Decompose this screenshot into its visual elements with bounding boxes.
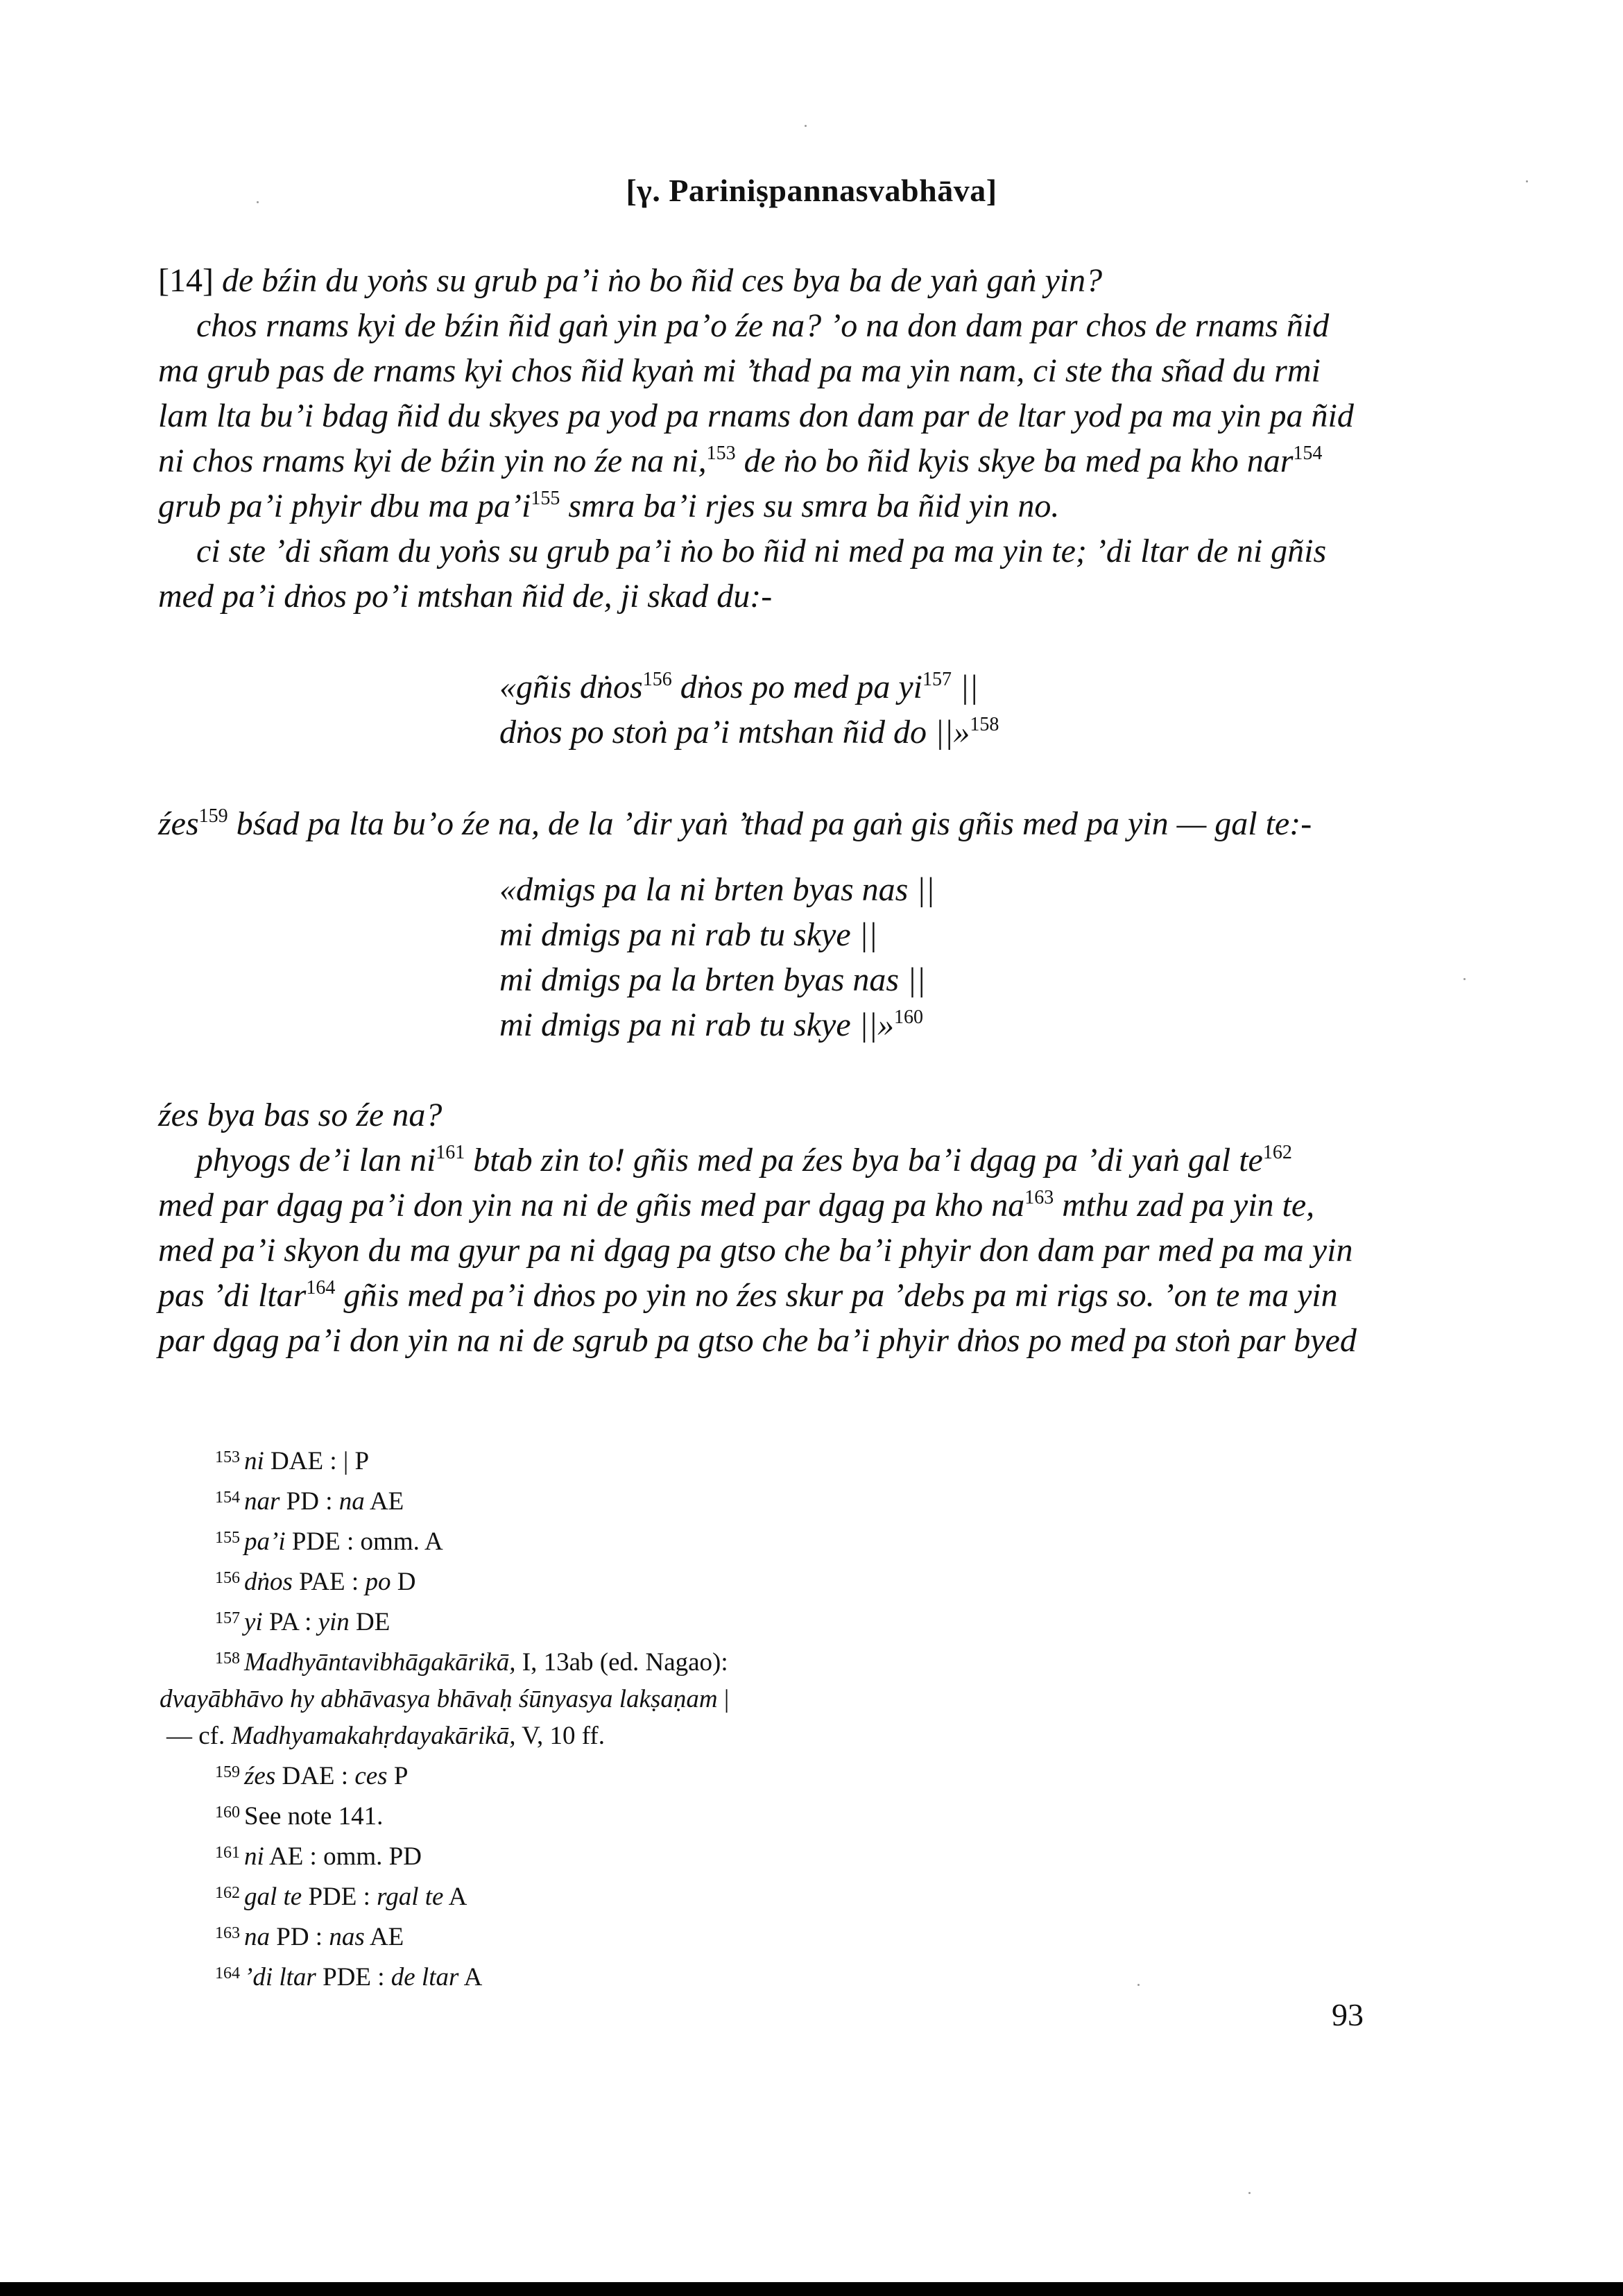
footnote-term: rgal te	[377, 1883, 444, 1911]
text-line: par dgag pa’i don yin na ni de sgrub pa gtso che ba’i phyir dṅos po med pa stoṅ par byed	[158, 1322, 1357, 1359]
note-ref-154: 154	[1293, 443, 1323, 464]
footnote-text: PD :	[270, 1923, 329, 1951]
footnote-text: DAE : | P	[264, 1447, 370, 1475]
text-line: btab zin to! gñis med pa źes bya ba’i dgag pa ’di yaṅ gal te	[465, 1142, 1263, 1179]
text-line: źes	[158, 805, 199, 842]
verse-line: mi dmigs pa ni rab tu skye ||	[499, 916, 878, 953]
footnote-term: na	[338, 1487, 365, 1516]
note-ref-155: 155	[531, 488, 560, 509]
paragraph-14	[158, 258, 1379, 619]
footnote-text: A	[443, 1883, 467, 1911]
footnote-term: ni	[244, 1447, 264, 1475]
verse-line: mi dmigs pa la brten byas nas ||	[499, 961, 926, 998]
scan-speck	[1463, 978, 1466, 980]
verse-line: «gñis dṅos	[499, 669, 643, 705]
footnote	[215, 1754, 978, 1794]
footnote-term: nar	[244, 1487, 280, 1516]
note-ref-161: 161	[436, 1142, 465, 1163]
footnote-term: yin	[318, 1608, 350, 1636]
footnote-term: dṅos	[244, 1568, 293, 1596]
footnote-text: PAE :	[292, 1568, 366, 1596]
footnote-term: źes	[244, 1762, 276, 1790]
footnote-text: D	[390, 1568, 416, 1596]
note-ref-157: 157	[922, 669, 952, 690]
footnote-text: PDE :	[302, 1883, 377, 1911]
text-line: de bźin du yoṅs su grub pa’i ṅo bo ñid ces bya ba de yaṅ gaṅ yin?	[213, 262, 1103, 299]
footnote-term: ces	[354, 1762, 388, 1790]
text-line: med par dgag pa’i don yin na ni de gñis med par dgag pa kho na	[158, 1187, 1025, 1224]
footnote-number: 159	[215, 1763, 240, 1781]
footnote-text: I, 13ab (ed. Nagao):	[515, 1648, 728, 1677]
paragraph-continuation	[158, 801, 1379, 846]
text-line: grub pa’i phyir dbu ma pa’i	[158, 488, 531, 524]
footnote-number: 154	[215, 1489, 240, 1507]
note-ref-162: 162	[1262, 1142, 1292, 1163]
text-line: de ṅo bo ñid kyis skye ba med pa kho nar	[735, 443, 1294, 479]
footnote	[215, 1520, 978, 1560]
scan-speck	[1526, 180, 1528, 182]
text-line: bśad pa lta bu’o źe na, de la ’dir yaṅ ’thad pa gaṅ gis gñis med pa yin — gal te:-	[227, 805, 1312, 842]
scan-speck	[805, 125, 807, 127]
scan-bottom-edge	[0, 2282, 1623, 2296]
footnote-term: Madhyāntavibhāgakārikā,	[244, 1648, 516, 1677]
footnote-text: See note 141.	[244, 1802, 384, 1831]
footnote-text: V, 10 ff.	[515, 1722, 605, 1750]
footnote-text: DE	[349, 1608, 390, 1636]
page-number: 93	[1332, 1997, 1364, 2032]
footnote-text: |	[717, 1685, 730, 1713]
scan-speck	[1137, 1984, 1140, 1986]
footnotes	[160, 1439, 978, 1996]
footnote	[215, 1794, 978, 1835]
footnote-number: 156	[215, 1569, 240, 1587]
footnote	[215, 1600, 978, 1640]
note-ref-159: 159	[198, 805, 228, 827]
footnote-number: 161	[215, 1844, 240, 1862]
footnote-term: na	[244, 1923, 270, 1951]
verse-line: ||	[952, 669, 979, 705]
footnote-text: PDE : omm. A	[285, 1527, 443, 1556]
text-line: gñis med pa’i dṅos po yin no źes skur pa ’debs pa mi rigs so. ’on te ma yin	[335, 1277, 1338, 1314]
footnote-text: PA :	[262, 1608, 318, 1636]
footnote-term: yi	[244, 1608, 263, 1636]
paragraph-number: [14]	[158, 262, 214, 299]
text-line: smra ba’i rjes su smra ba ñid yin no.	[560, 488, 1060, 524]
footnote-text: AE : omm. PD	[264, 1842, 422, 1871]
footnote-term: gal te	[244, 1883, 302, 1911]
section-heading: [γ. Pariniṣpannasvabhāva]	[626, 173, 997, 208]
verse-line: dṅos po med pa yi	[671, 669, 922, 705]
footnote	[215, 1875, 978, 1915]
footnote-term: ’di ltar	[244, 1963, 316, 1991]
note-ref-163: 163	[1024, 1187, 1054, 1208]
paragraph-reply	[158, 1093, 1379, 1363]
footnote-text: PDE :	[316, 1963, 391, 1991]
footnote-number: 158	[215, 1650, 240, 1668]
footnote	[215, 1955, 978, 1996]
footnote-text: DAE :	[275, 1762, 355, 1790]
footnote	[166, 1717, 978, 1754]
text-line: chos rnams kyi de bźin ñid gaṅ yin pa’o źe na? ’o na don dam par chos de rnams ñid	[196, 307, 1330, 344]
scan-speck	[257, 201, 259, 203]
verse-quote-1	[499, 665, 999, 755]
note-ref-164: 164	[306, 1277, 336, 1299]
footnote-term: ni	[244, 1842, 264, 1871]
text-line: źes bya bas so źe na?	[158, 1097, 443, 1133]
footnote-text: AE	[364, 1487, 404, 1516]
footnote	[215, 1439, 978, 1480]
text-line: phyogs de’i lan ni	[196, 1142, 436, 1179]
footnote-term: dvayābhāvo hy abhāvasya bhāvaḥ śūnyasya lakṣaṇam	[160, 1685, 718, 1713]
footnote-text: — cf.	[166, 1722, 232, 1750]
note-ref-160: 160	[894, 1006, 924, 1028]
footnote-number: 160	[215, 1804, 240, 1822]
scan-speck	[1248, 2192, 1251, 2194]
footnote	[215, 1480, 978, 1520]
footnote-term: nas	[329, 1923, 365, 1951]
footnote-term: de ltar	[390, 1963, 459, 1991]
footnote	[160, 1681, 978, 1717]
footnote-text: P	[387, 1762, 409, 1790]
verse-line: dṅos po stoṅ pa’i mtshan ñid do ||»	[499, 714, 970, 751]
footnote-number: 153	[215, 1448, 240, 1466]
footnote-text: A	[458, 1963, 483, 1991]
footnote-number: 164	[215, 1964, 240, 1982]
note-ref-156: 156	[642, 669, 672, 690]
footnote	[215, 1835, 978, 1875]
verse-line: «dmigs pa la ni brten byas nas ||	[499, 871, 935, 908]
text-line: ma grub pas de rnams kyi chos ñid kyaṅ mi ’thad pa ma yin nam, ci ste tha sñad du rmi	[158, 352, 1321, 389]
footnote-number: 163	[215, 1924, 240, 1942]
footnote-term: po	[365, 1568, 391, 1596]
footnote-term: pa’i	[244, 1527, 286, 1556]
note-ref-153: 153	[706, 443, 736, 464]
footnote-text: PD :	[280, 1487, 339, 1516]
text-line: ni chos rnams kyi de bźin yin no źe na ni,	[158, 443, 707, 479]
footnote	[215, 1640, 978, 1681]
text-line: lam lta bu’i bdag ñid du skyes pa yod pa rnams don dam par de ltar yod pa ma yin pa ñid	[158, 397, 1354, 434]
footnote	[215, 1915, 978, 1955]
text-line: mthu zad pa yin te,	[1054, 1187, 1315, 1224]
text-line: pas ’di ltar	[158, 1277, 307, 1314]
footnote-number: 155	[215, 1529, 240, 1547]
footnote-number: 157	[215, 1609, 240, 1627]
footnote	[215, 1560, 978, 1600]
text-line: med pa’i skyon du ma gyur pa ni dgag pa gtso che ba’i phyir don dam par med pa ma yin	[158, 1232, 1353, 1269]
note-ref-158: 158	[970, 714, 999, 735]
verse-line: mi dmigs pa ni rab tu skye ||»	[499, 1006, 895, 1043]
text-line: med pa’i dṅos po’i mtshan ñid de, ji skad du:-	[158, 578, 773, 615]
text-line: ci ste ’di sñam du yoṅs su grub pa’i ṅo bo ñid ni med pa ma yin te; ’di ltar de ni gñis	[196, 533, 1327, 569]
footnote-number: 162	[215, 1884, 240, 1902]
verse-quote-2	[499, 867, 935, 1047]
footnote-term: Madhyamakahṛdayakārikā,	[231, 1722, 516, 1750]
footnote-text: AE	[364, 1923, 404, 1951]
